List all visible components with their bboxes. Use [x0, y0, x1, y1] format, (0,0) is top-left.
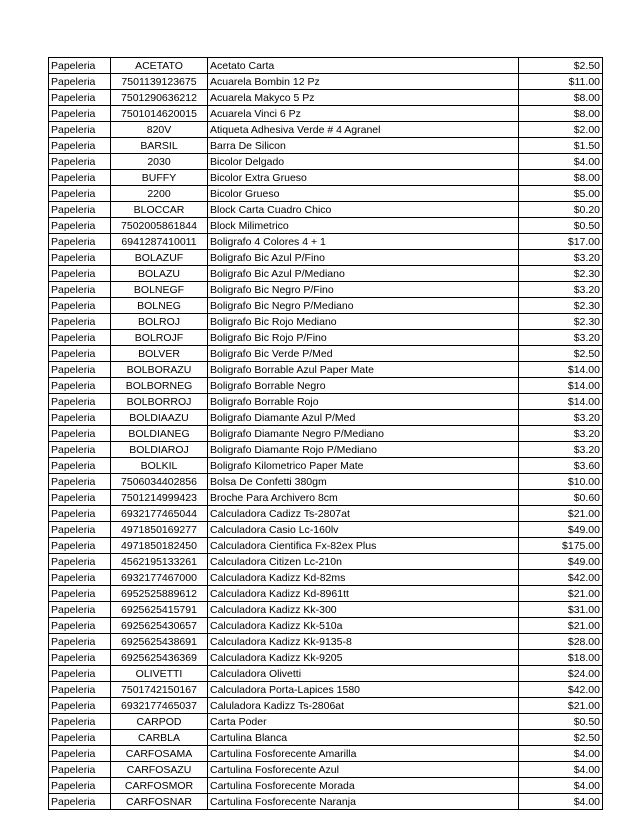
category-cell: Papeleria [49, 218, 111, 234]
description-cell: Cartulina Fosforecente Morada [208, 778, 519, 794]
code-cell: 4971850182450 [111, 538, 208, 554]
category-cell: Papeleria [49, 522, 111, 538]
description-cell: Calculadora Kadizz Kk-9135-8 [208, 634, 519, 650]
code-cell: BOLNEG [111, 298, 208, 314]
table-row [49, 330, 603, 346]
table-row [49, 90, 603, 106]
description-cell: Calculadora Olivetti [208, 666, 519, 682]
table-row [49, 106, 603, 122]
code-cell: BOLDIANEG [111, 426, 208, 442]
code-cell: 7506034402856 [111, 474, 208, 490]
price-cell: $8.00 [519, 106, 603, 122]
price-cell: $2.30 [519, 298, 603, 314]
description-cell: Boligrafo Borrable Negro [208, 378, 519, 394]
code-cell: 7501742150167 [111, 682, 208, 698]
price-cell: $2.30 [519, 266, 603, 282]
code-cell: 6941287410011 [111, 234, 208, 250]
description-cell: Acetato Carta [208, 58, 519, 74]
description-cell: Carta Poder [208, 714, 519, 730]
table-row [49, 730, 603, 746]
description-cell: Calculadora Cientifica Fx-82ex Plus [208, 538, 519, 554]
code-cell: OLIVETTI [111, 666, 208, 682]
description-cell: Boligrafo Bic Rojo Mediano [208, 314, 519, 330]
price-cell: $0.50 [519, 714, 603, 730]
price-cell: $28.00 [519, 634, 603, 650]
price-cell: $2.50 [519, 730, 603, 746]
table-row [49, 522, 603, 538]
description-cell: Boligrafo Bic Azul P/Mediano [208, 266, 519, 282]
category-cell: Papeleria [49, 122, 111, 138]
price-cell: $0.20 [519, 202, 603, 218]
code-cell: 4971850169277 [111, 522, 208, 538]
price-cell: $175.00 [519, 538, 603, 554]
category-cell: Papeleria [49, 746, 111, 762]
description-cell: Bicolor Extra Grueso [208, 170, 519, 186]
price-cell: $3.60 [519, 458, 603, 474]
price-cell: $42.00 [519, 570, 603, 586]
price-cell: $42.00 [519, 682, 603, 698]
price-cell: $0.60 [519, 490, 603, 506]
table-row [49, 746, 603, 762]
code-cell: BOLAZU [111, 266, 208, 282]
description-cell: Calculadora Kadizz Kk-9205 [208, 650, 519, 666]
category-cell: Papeleria [49, 458, 111, 474]
category-cell: Papeleria [49, 378, 111, 394]
table-row [49, 698, 603, 714]
code-cell: 6925625436369 [111, 650, 208, 666]
price-cell: $1.50 [519, 138, 603, 154]
price-cell: $3.20 [519, 410, 603, 426]
code-cell: BOLBORROJ [111, 394, 208, 410]
category-cell: Papeleria [49, 442, 111, 458]
table-row [49, 618, 603, 634]
table-row [49, 426, 603, 442]
price-cell: $2.00 [519, 122, 603, 138]
description-cell: Atiqueta Adhesiva Verde # 4 Agranel [208, 122, 519, 138]
description-cell: Boligrafo Bic Negro P/Mediano [208, 298, 519, 314]
category-cell: Papeleria [49, 186, 111, 202]
category-cell: Papeleria [49, 170, 111, 186]
code-cell: CARFOSAMA [111, 746, 208, 762]
code-cell: BOLDIAROJ [111, 442, 208, 458]
category-cell: Papeleria [49, 234, 111, 250]
code-cell: 7501290636212 [111, 90, 208, 106]
description-cell: Acuarela Bombin 12 Pz [208, 74, 519, 90]
code-cell: 2200 [111, 186, 208, 202]
code-cell: BOLROJ [111, 314, 208, 330]
table-row [49, 554, 603, 570]
price-cell: $2.30 [519, 314, 603, 330]
table-row [49, 362, 603, 378]
table-row [49, 538, 603, 554]
table-row [49, 394, 603, 410]
code-cell: 6925625430657 [111, 618, 208, 634]
price-cell: $18.00 [519, 650, 603, 666]
category-cell: Papeleria [49, 554, 111, 570]
category-cell: Papeleria [49, 490, 111, 506]
description-cell: Calculadora Casio Lc-160lv [208, 522, 519, 538]
category-cell: Papeleria [49, 298, 111, 314]
code-cell: BOLKIL [111, 458, 208, 474]
category-cell: Papeleria [49, 650, 111, 666]
code-cell: CARFOSAZU [111, 762, 208, 778]
code-cell: BLOCCAR [111, 202, 208, 218]
code-cell: BOLBORNEG [111, 378, 208, 394]
price-cell: $14.00 [519, 378, 603, 394]
table-row [49, 458, 603, 474]
price-cell: $2.50 [519, 346, 603, 362]
description-cell: Block Milimetrico [208, 218, 519, 234]
category-cell: Papeleria [49, 90, 111, 106]
price-cell: $14.00 [519, 362, 603, 378]
category-cell: Papeleria [49, 730, 111, 746]
description-cell: Calculadora Kadizz Kd-8961tt [208, 586, 519, 602]
description-cell: Calculadora Kadizz Kd-82ms [208, 570, 519, 586]
description-cell: Caluladora Kadizz Ts-2806at [208, 698, 519, 714]
category-cell: Papeleria [49, 666, 111, 682]
table-row [49, 778, 603, 794]
table-row [49, 266, 603, 282]
category-cell: Papeleria [49, 266, 111, 282]
category-cell: Papeleria [49, 250, 111, 266]
price-list-body [49, 58, 603, 810]
code-cell: 7502005861844 [111, 218, 208, 234]
description-cell: Boligrafo Diamante Rojo P/Mediano [208, 442, 519, 458]
description-cell: Boligrafo Kilometrico Paper Mate [208, 458, 519, 474]
category-cell: Papeleria [49, 314, 111, 330]
table-row [49, 442, 603, 458]
description-cell: Boligrafo 4 Colores 4 + 1 [208, 234, 519, 250]
code-cell: ACETATO [111, 58, 208, 74]
price-cell: $4.00 [519, 746, 603, 762]
code-cell: BOLVER [111, 346, 208, 362]
description-cell: Acuarela Makyco 5 Pz [208, 90, 519, 106]
table-row [49, 602, 603, 618]
code-cell: BOLROJF [111, 330, 208, 346]
table-row [49, 298, 603, 314]
price-cell: $4.00 [519, 762, 603, 778]
price-cell: $8.00 [519, 90, 603, 106]
table-row [49, 346, 603, 362]
description-cell: Boligrafo Bic Verde P/Med [208, 346, 519, 362]
category-cell: Papeleria [49, 202, 111, 218]
category-cell: Papeleria [49, 538, 111, 554]
code-cell: BUFFY [111, 170, 208, 186]
description-cell: Boligrafo Bic Negro P/Fino [208, 282, 519, 298]
category-cell: Papeleria [49, 698, 111, 714]
code-cell: BOLBORAZU [111, 362, 208, 378]
table-row [49, 138, 603, 154]
description-cell: Calculadora Kadizz Kk-510a [208, 618, 519, 634]
table-row [49, 122, 603, 138]
price-cell: $14.00 [519, 394, 603, 410]
code-cell: CARPOD [111, 714, 208, 730]
code-cell: 820V [111, 122, 208, 138]
code-cell: 2030 [111, 154, 208, 170]
table-row [49, 378, 603, 394]
category-cell: Papeleria [49, 330, 111, 346]
table-row [49, 74, 603, 90]
table-row [49, 650, 603, 666]
price-cell: $21.00 [519, 506, 603, 522]
price-cell: $24.00 [519, 666, 603, 682]
description-cell: Cartulina Fosforecente Azul [208, 762, 519, 778]
price-cell: $3.20 [519, 442, 603, 458]
description-cell: Cartulina Fosforecente Amarilla [208, 746, 519, 762]
table-row [49, 794, 603, 810]
category-cell: Papeleria [49, 74, 111, 90]
category-cell: Papeleria [49, 618, 111, 634]
code-cell: 6925625438691 [111, 634, 208, 650]
table-row [49, 410, 603, 426]
price-cell: $3.20 [519, 426, 603, 442]
description-cell: Boligrafo Diamante Azul P/Med [208, 410, 519, 426]
table-row [49, 234, 603, 250]
code-cell: 6925625415791 [111, 602, 208, 618]
description-cell: Boligrafo Bic Azul P/Fino [208, 250, 519, 266]
price-cell: $21.00 [519, 698, 603, 714]
table-row [49, 170, 603, 186]
category-cell: Papeleria [49, 346, 111, 362]
description-cell: Boligrafo Borrable Azul Paper Mate [208, 362, 519, 378]
price-cell: $49.00 [519, 522, 603, 538]
price-cell: $11.00 [519, 74, 603, 90]
table-row [49, 186, 603, 202]
description-cell: Cartulina Fosforecente Naranja [208, 794, 519, 810]
description-cell: Block Carta Cuadro Chico [208, 202, 519, 218]
price-cell: $10.00 [519, 474, 603, 490]
table-row [49, 154, 603, 170]
price-cell: $31.00 [519, 602, 603, 618]
price-cell: $21.00 [519, 586, 603, 602]
category-cell: Papeleria [49, 282, 111, 298]
description-cell: Acuarela Vinci 6 Pz [208, 106, 519, 122]
price-cell: $4.00 [519, 778, 603, 794]
code-cell: BOLAZUF [111, 250, 208, 266]
price-cell: $5.00 [519, 186, 603, 202]
category-cell: Papeleria [49, 58, 111, 74]
table-row [49, 490, 603, 506]
category-cell: Papeleria [49, 362, 111, 378]
price-cell: $4.00 [519, 154, 603, 170]
description-cell: Bolsa De Confetti 380gm [208, 474, 519, 490]
table-row [49, 58, 603, 74]
description-cell: Barra De Silicon [208, 138, 519, 154]
code-cell: 7501014620015 [111, 106, 208, 122]
description-cell: Calculadora Cadizz Ts-2807at [208, 506, 519, 522]
price-cell: $3.20 [519, 330, 603, 346]
code-cell: CARFOSNAR [111, 794, 208, 810]
category-cell: Papeleria [49, 714, 111, 730]
code-cell: 6932177465037 [111, 698, 208, 714]
category-cell: Papeleria [49, 682, 111, 698]
description-cell: Calculadora Kadizz Kk-300 [208, 602, 519, 618]
description-cell: Calculadora Citizen Lc-210n [208, 554, 519, 570]
table-row [49, 282, 603, 298]
code-cell: BOLDIAAZU [111, 410, 208, 426]
category-cell: Papeleria [49, 506, 111, 522]
category-cell: Papeleria [49, 106, 111, 122]
category-cell: Papeleria [49, 410, 111, 426]
category-cell: Papeleria [49, 426, 111, 442]
category-cell: Papeleria [49, 778, 111, 794]
price-cell: $3.20 [519, 250, 603, 266]
code-cell: 6952525889612 [111, 586, 208, 602]
table-row [49, 682, 603, 698]
table-row [49, 202, 603, 218]
category-cell: Papeleria [49, 570, 111, 586]
description-cell: Bicolor Grueso [208, 186, 519, 202]
category-cell: Papeleria [49, 394, 111, 410]
table-row [49, 218, 603, 234]
code-cell: 6932177465044 [111, 506, 208, 522]
table-row [49, 474, 603, 490]
description-cell: Boligrafo Diamante Negro P/Mediano [208, 426, 519, 442]
code-cell: 4562195133261 [111, 554, 208, 570]
price-cell: $17.00 [519, 234, 603, 250]
code-cell: BOLNEGF [111, 282, 208, 298]
description-cell: Boligrafo Borrable Rojo [208, 394, 519, 410]
code-cell: 7501139123675 [111, 74, 208, 90]
description-cell: Cartulina Blanca [208, 730, 519, 746]
category-cell: Papeleria [49, 602, 111, 618]
table-row [49, 586, 603, 602]
category-cell: Papeleria [49, 474, 111, 490]
table-row [49, 634, 603, 650]
price-cell: $3.20 [519, 282, 603, 298]
description-cell: Broche Para Archivero 8cm [208, 490, 519, 506]
description-cell: Boligrafo Bic Rojo P/Fino [208, 330, 519, 346]
description-cell: Bicolor Delgado [208, 154, 519, 170]
category-cell: Papeleria [49, 154, 111, 170]
code-cell: CARBLA [111, 730, 208, 746]
category-cell: Papeleria [49, 794, 111, 810]
category-cell: Papeleria [49, 586, 111, 602]
table-row [49, 666, 603, 682]
table-row [49, 314, 603, 330]
table-row [49, 570, 603, 586]
table-row [49, 250, 603, 266]
code-cell: 6932177467000 [111, 570, 208, 586]
category-cell: Papeleria [49, 634, 111, 650]
price-cell: $4.00 [519, 794, 603, 810]
code-cell: 7501214999423 [111, 490, 208, 506]
table-row [49, 506, 603, 522]
price-list-table [48, 57, 603, 810]
table-row [49, 762, 603, 778]
price-cell: $21.00 [519, 618, 603, 634]
price-cell: $49.00 [519, 554, 603, 570]
category-cell: Papeleria [49, 762, 111, 778]
code-cell: CARFOSMOR [111, 778, 208, 794]
price-cell: $8.00 [519, 170, 603, 186]
price-cell: $2.50 [519, 58, 603, 74]
description-cell: Calculadora Porta-Lapices 1580 [208, 682, 519, 698]
price-cell: $0.50 [519, 218, 603, 234]
code-cell: BARSIL [111, 138, 208, 154]
category-cell: Papeleria [49, 138, 111, 154]
table-row [49, 714, 603, 730]
